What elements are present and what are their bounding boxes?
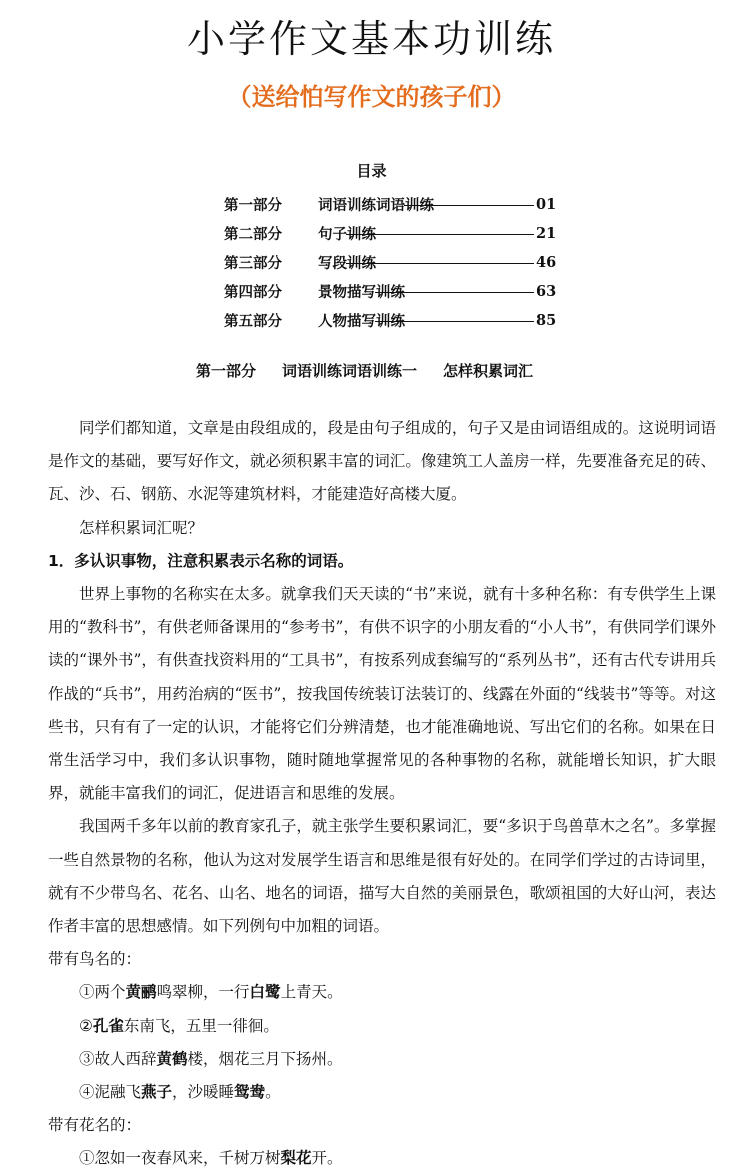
example-line (48, 1076, 716, 1109)
example-text: ④泥融飞 (79, 1083, 142, 1102)
example-bold-word: 黄鹂 (125, 983, 157, 1002)
point-heading: 1．多认识事物，注意积累表示名称的词语。 (48, 551, 354, 570)
toc-leader-line (404, 205, 534, 206)
table-of-contents (224, 190, 557, 335)
example-line (48, 976, 716, 1009)
toc-page-number: 46 (536, 254, 557, 271)
section-topic: 怎样积累词汇 (443, 362, 534, 380)
example-text: 楼，烟花三月下扬州。 (187, 1049, 343, 1068)
paragraph-book-names: 世界上事物的名称实在太多。就拿我们天天读的“书”来说，就有十多种名称：有专供学生上课用的“教科书”，有供老师备课用的“参考书”，有供不识字的小朋友看的“小人书”，有供同学们课外读的“课外书”，有供查找资料用的“工具书”，有按系列成套编写的“系列丛书”，还有古代专讲用兵作战的“兵书”，用药治病的“医书”，按我国传统装订法装订的、线露在外面的“线装书”等等。对这些书，只有有了一定的认识，才能将它们分辨清楚，也才能准确地说、写出它们的名称。如果在日常生活学习中，我们多认识事物，随时随地掌握常见的各种事物的名称，就能增长知识，扩大眼界，就能丰富我们的词汇，促进语言和思维的发展。 (48, 585, 716, 803)
example-bold-word: 梨花 (280, 1149, 312, 1168)
example-bold-word: 鸳鸯 (234, 1083, 266, 1102)
toc-leader-line (346, 234, 534, 235)
toc-entry[interactable] (224, 219, 557, 248)
document-subtitle: （送给怕写作文的孩子们） (227, 83, 516, 111)
document-title: 小学作文基本功训练 (186, 17, 556, 61)
toc-part-label: 第四部分 (224, 285, 282, 301)
example-bold-word: 孔雀 (92, 1016, 124, 1035)
toc-entry-name: 写段训练 (318, 256, 376, 272)
toc-entry-name: 景物描写训练 (318, 285, 405, 301)
example-text: 鸣翠柳，一行 (156, 983, 250, 1002)
toc-heading: 目录 (356, 162, 387, 180)
flowers-label: 带有花名的： (48, 1116, 142, 1135)
paragraph-intro: 同学们都知道，文章是由段组成的，段是由句子组成的，句子又是由词语组成的。这说明词语是作文的基础，要写好作文，就必须积累丰富的词汇。像建筑工人盖房一样，先要准备充足的砖、瓦、沙、石、钢筋、水泥等建筑材料，才能建造好高楼大厦。 (48, 419, 716, 504)
toc-page-number: 85 (536, 312, 557, 329)
toc-leader-line (375, 321, 534, 322)
example-text: ①两个 (79, 983, 126, 1002)
section-name: 词语训练词语训练一 (282, 362, 418, 380)
toc-page-number: 01 (536, 196, 557, 213)
toc-entry[interactable] (224, 277, 557, 306)
example-line (48, 1043, 716, 1076)
example-text: 东南飞，五里一徘徊。 (123, 1016, 279, 1035)
toc-entry-name: 词语训练词语训练 (318, 198, 434, 214)
birds-label: 带有鸟名的： (48, 950, 142, 969)
toc-leader-line (375, 292, 534, 293)
toc-entry-name: 句子训练 (318, 227, 376, 243)
toc-entry[interactable] (224, 248, 557, 277)
example-line (48, 1142, 716, 1175)
paragraph-question: 怎样积累词汇呢？ (79, 518, 204, 537)
example-text: 上青天。 (280, 983, 343, 1002)
toc-part-label: 第五部分 (224, 314, 282, 330)
section-part-label: 第一部分 (196, 362, 257, 380)
section-heading (196, 360, 533, 382)
toc-entry[interactable] (224, 306, 557, 335)
example-text: 开。 (311, 1149, 343, 1168)
toc-leader-line (346, 263, 534, 264)
example-line (48, 1010, 716, 1043)
example-bold-word: 燕子 (141, 1083, 173, 1102)
toc-part-label: 第一部分 (224, 198, 282, 214)
example-text: 。 (265, 1083, 281, 1102)
toc-page-number: 63 (536, 283, 557, 300)
toc-part-label: 第二部分 (224, 227, 282, 243)
toc-part-label: 第三部分 (224, 256, 282, 272)
example-bold-word: 黄鹤 (156, 1049, 188, 1068)
example-text: ①忽如一夜春风来，千树万树 (79, 1149, 281, 1168)
toc-page-number: 21 (536, 225, 557, 242)
example-bold-word: 白鹭 (249, 983, 281, 1002)
example-text: ③故人西辞 (79, 1049, 157, 1068)
body-text (48, 412, 716, 1176)
paragraph-confucius: 我国两千多年以前的教育家孔子，就主张学生要积累词汇，要“多识于鸟兽草木之名”。多掌握一些自然景物的名称，他认为这对发展学生语言和思维是很有好处的。在同学们学过的古诗词里，就有不少带鸟名、花名、山名、地名的词语，描写大自然的美丽景色，歌颂祖国的大好山河，表达作者丰富的思想感情。如下列例句中加粗的词语。 (48, 817, 716, 936)
example-text: ② (79, 1016, 93, 1035)
example-text: ，沙暖睡 (172, 1083, 235, 1102)
toc-entry[interactable] (224, 190, 557, 219)
toc-entry-name: 人物描写训练 (318, 314, 405, 330)
